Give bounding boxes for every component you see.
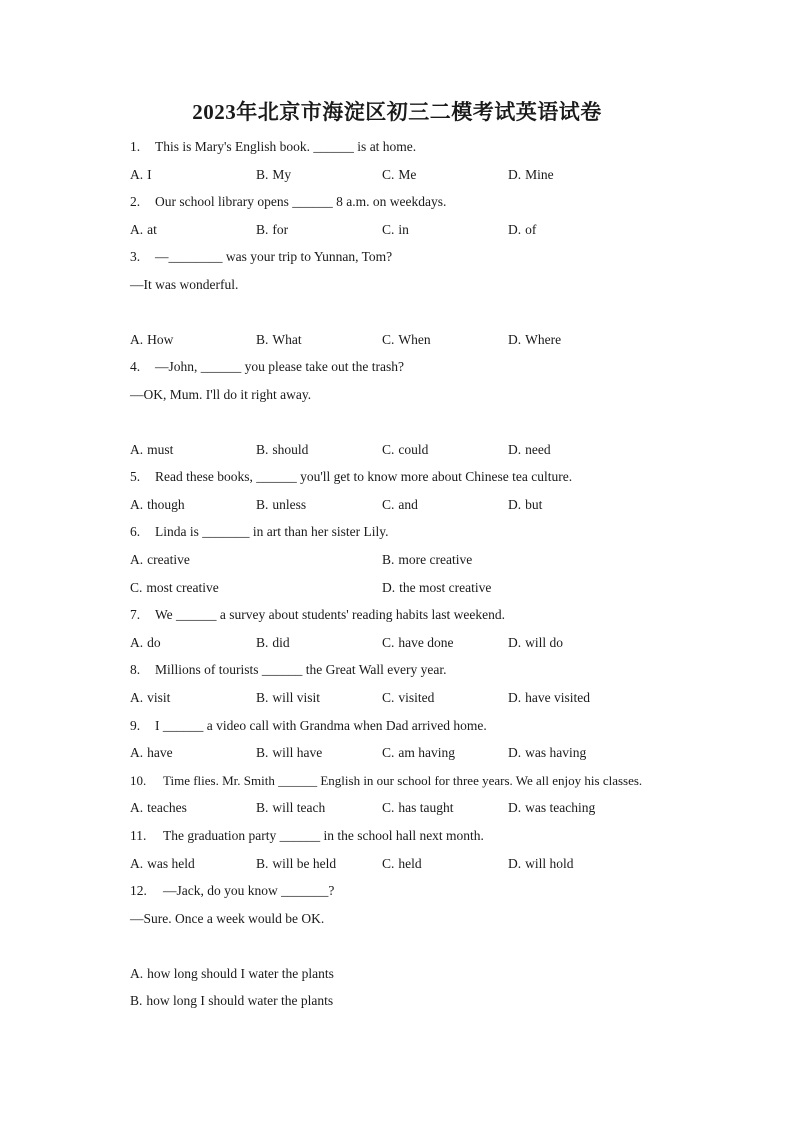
option-c[interactable]: C. When <box>382 332 431 347</box>
option-b[interactable]: B. should <box>256 442 309 457</box>
option-c[interactable]: C. has taught <box>382 800 454 815</box>
question-stem <box>130 523 388 541</box>
option-d[interactable]: D. have visited <box>508 690 590 705</box>
option-b[interactable]: B. did <box>256 635 290 650</box>
question-number: 1. <box>130 139 141 154</box>
option-c[interactable]: C. have done <box>382 635 454 650</box>
option-b[interactable]: B. My <box>256 167 292 182</box>
question-number: 10. <box>130 773 147 788</box>
option-d[interactable]: D. will hold <box>508 856 574 871</box>
question-stem <box>130 661 446 679</box>
question-number: 8. <box>130 662 141 677</box>
option-d[interactable]: D. was teaching <box>508 800 596 815</box>
option-b[interactable]: B. will be held <box>256 856 337 871</box>
question-stem <box>130 248 392 266</box>
option-a[interactable]: A. how long should I water the plants <box>130 966 334 981</box>
option-c[interactable]: C. Me <box>382 167 417 182</box>
option-b[interactable]: B. more creative <box>382 552 473 567</box>
option-b[interactable]: B. will visit <box>256 690 321 705</box>
option-a[interactable]: A. at <box>130 222 157 237</box>
question-reply: —Sure. Once a week would be OK. <box>130 911 325 926</box>
option-c[interactable]: C. most creative <box>130 580 219 595</box>
question-number: 3. <box>130 249 141 264</box>
question-stem <box>130 358 404 376</box>
option-a[interactable]: A. How <box>130 332 174 347</box>
option-d[interactable]: D. Where <box>508 332 562 347</box>
question-reply: —It was wonderful. <box>130 277 239 292</box>
option-a[interactable]: A. I <box>130 167 152 182</box>
option-c[interactable]: C. held <box>382 856 422 871</box>
question-text: We ______ a survey about students' reading habits last weekend. <box>155 607 506 622</box>
question-stem <box>130 717 487 735</box>
question-number: 11. <box>130 828 147 843</box>
option-d[interactable]: D. of <box>508 222 537 237</box>
question-stem <box>130 606 505 624</box>
question-number: 7. <box>130 607 141 622</box>
question-number: 12. <box>130 883 147 898</box>
option-a[interactable]: A. visit <box>130 690 171 705</box>
option-d[interactable]: D. but <box>508 497 543 512</box>
question-stem <box>130 827 484 845</box>
option-d[interactable]: D. need <box>508 442 551 457</box>
question-number: 6. <box>130 524 141 539</box>
question-stem <box>130 772 642 790</box>
question-number: 9. <box>130 718 141 733</box>
option-a[interactable]: A. creative <box>130 552 190 567</box>
option-c[interactable]: C. am having <box>382 745 456 760</box>
question-reply: —OK, Mum. I'll do it right away. <box>130 387 312 402</box>
question-number: 4. <box>130 359 141 374</box>
question-stem <box>130 468 572 486</box>
page-title: 2023年北京市海淀区初三二模考试英语试卷 <box>192 100 602 124</box>
option-b[interactable]: B. how long I should water the plants <box>130 993 334 1008</box>
question-number: 2. <box>130 194 141 209</box>
question-text: Read these books, ______ you'll get to know more about Chinese tea culture. <box>155 469 573 484</box>
question-text: —Jack, do you know _______? <box>163 883 335 898</box>
question-text: Millions of tourists ______ the Great Wall every year. <box>155 662 447 677</box>
question-stem <box>130 193 446 211</box>
option-c[interactable]: C. and <box>382 497 418 512</box>
option-a[interactable]: A. must <box>130 442 174 457</box>
question-text: —________ was your trip to Yunnan, Tom? <box>155 249 393 264</box>
option-c[interactable]: C. visited <box>382 690 435 705</box>
question-text: —John, ______ you please take out the trash? <box>155 359 404 374</box>
question-text: This is Mary's English book. ______ is at home. <box>155 139 417 154</box>
option-a[interactable]: A. teaches <box>130 800 187 815</box>
question-stem <box>130 882 334 900</box>
option-b[interactable]: B. will teach <box>256 800 326 815</box>
option-b[interactable]: B. What <box>256 332 302 347</box>
question-text: I ______ a video call with Grandma when Dad arrived home. <box>155 718 487 733</box>
option-d[interactable]: D. Mine <box>508 167 554 182</box>
question-number: 5. <box>130 469 141 484</box>
option-c[interactable]: C. in <box>382 222 409 237</box>
option-d[interactable]: D. will do <box>508 635 564 650</box>
option-a[interactable]: A. have <box>130 745 173 760</box>
question-text: The graduation party ______ in the school hall next month. <box>163 828 484 843</box>
option-b[interactable]: B. for <box>256 222 289 237</box>
question-text: Our school library opens ______ 8 a.m. on weekdays. <box>155 194 447 209</box>
option-a[interactable]: A. do <box>130 635 161 650</box>
option-a[interactable]: A. was held <box>130 856 195 871</box>
option-d[interactable]: D. the most creative <box>382 580 492 595</box>
option-a[interactable]: A. though <box>130 497 185 512</box>
question-text: Linda is _______ in art than her sister Lily. <box>155 524 389 539</box>
question-text: Time flies. Mr. Smith ______ English in our school for three years. We all enjoy his classes. <box>163 773 643 788</box>
question-stem <box>130 138 416 156</box>
option-b[interactable]: B. will have <box>256 745 323 760</box>
option-b[interactable]: B. unless <box>256 497 307 512</box>
option-d[interactable]: D. was having <box>508 745 587 760</box>
option-c[interactable]: C. could <box>382 442 429 457</box>
